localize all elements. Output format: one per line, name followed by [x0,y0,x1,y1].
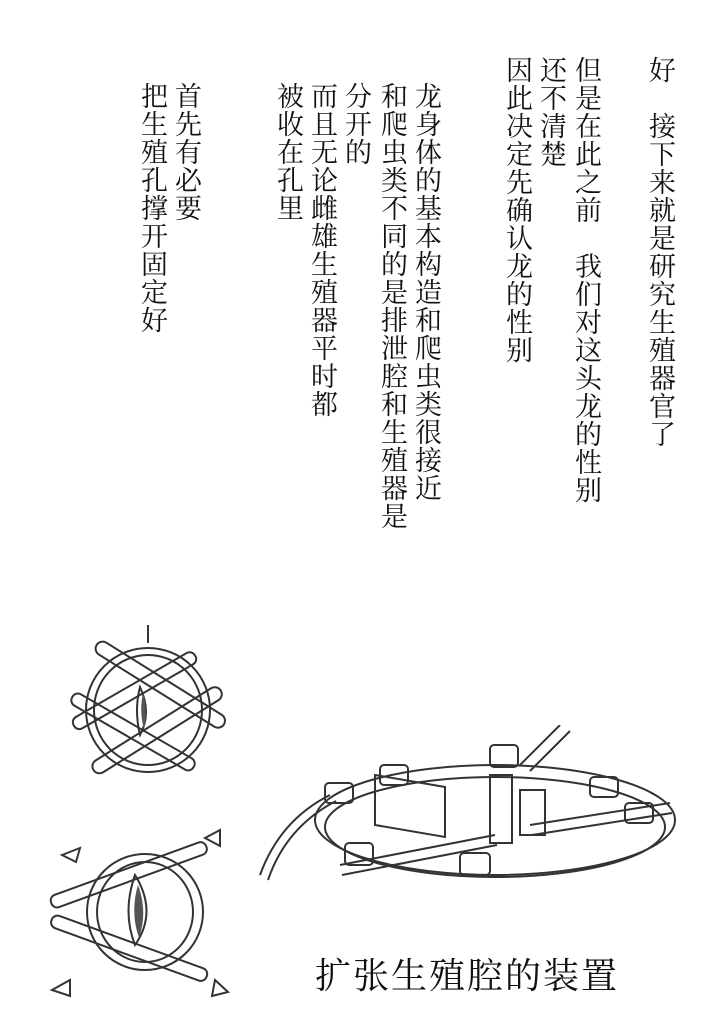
text-column-4: 因此决定先确认龙的性别 [501,56,532,364]
dilator-device-sketch [250,725,690,925]
ring-expanding-sketch-bottom [40,820,250,1010]
text-column-8: 而且无论雌雄生殖器平时都 [306,82,337,418]
text-column-6: 和爬虫类不同的是排泄腔和生殖器是 [376,82,407,530]
text-column-7: 分开的 [340,82,371,166]
text-column-10: 首先有必要 [170,82,201,222]
text-column-5: 龙身体的基本构造和爬虫类很接近 [410,82,441,502]
text-column-11: 把生殖孔撑开固定好 [136,82,167,334]
text-column-1: 好 接下来就是研究生殖器官了 [644,56,675,448]
caption: 扩张生殖腔的装置 [315,956,620,997]
ring-with-rods-sketch-top [40,615,240,805]
text-column-3: 还不清楚 [535,56,566,168]
text-column-2: 但是在此之前 我们对这头龙的性别 [570,56,601,504]
text-column-9: 被收在孔里 [272,82,303,222]
